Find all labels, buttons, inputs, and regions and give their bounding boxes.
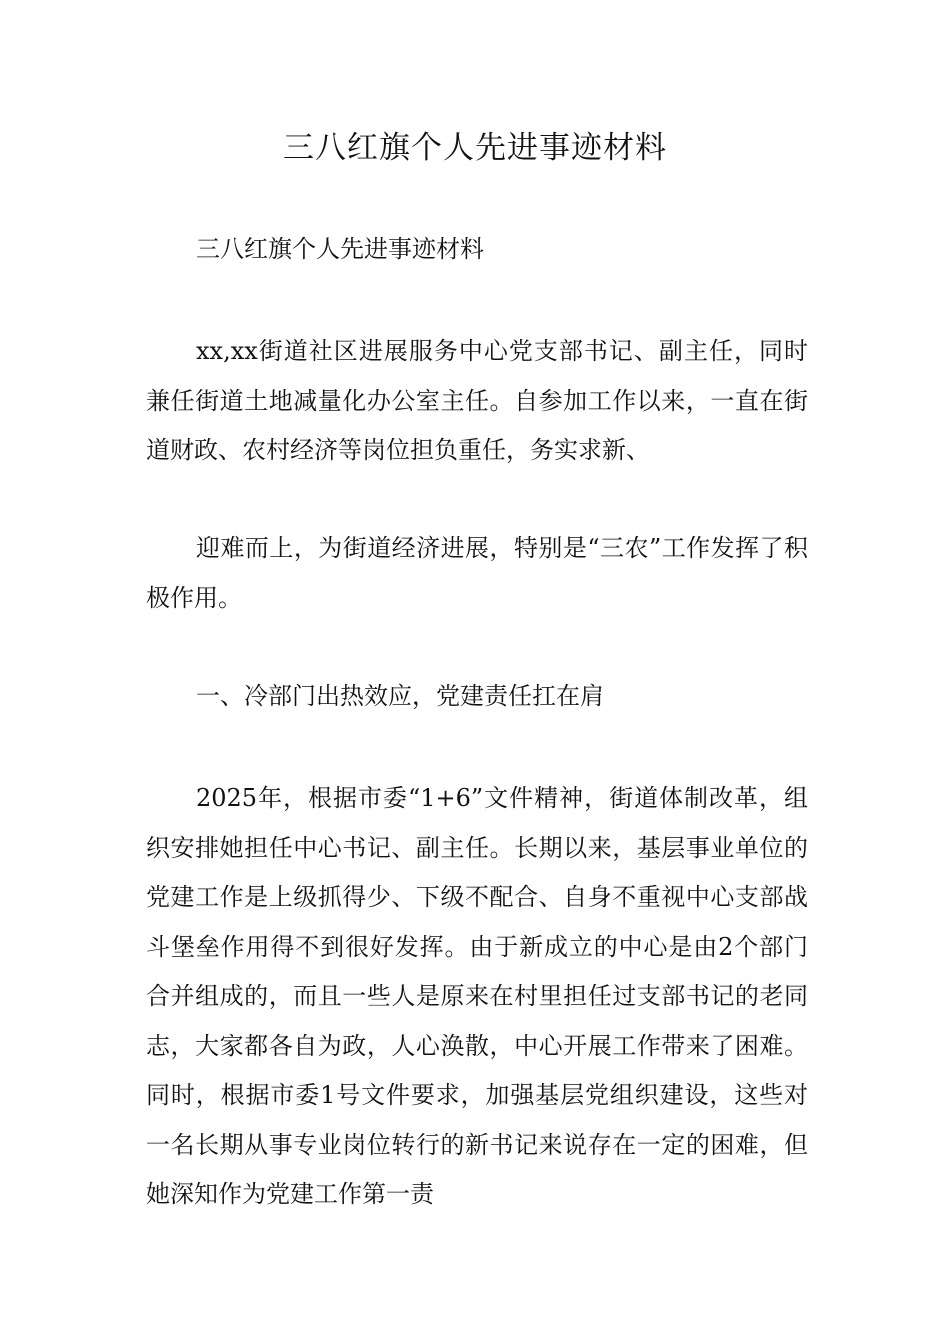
intro-continuation-paragraph: 迎难而上，为街道经济进展，特别是“三农”工作发挥了积极作用。 — [146, 534, 808, 612]
subtitle-paragraph: 三八红旗个人先进事迹材料 — [196, 235, 484, 263]
section-heading: 一、冷部门出热效应，党建责任扛在肩 — [196, 682, 604, 710]
intro-paragraph: xx,xx街道社区进展服务中心党支部书记、副主任，同时兼任街道土地减量化办公室主任。自参加工作以来，一直在街道财政、农村经济等岗位担负重任，务实求新、 — [146, 337, 808, 464]
body-paragraph: 2025年，根据市委“1+6”文件精神，街道体制改革，组织安排她担任中心书记、副主任。长期以来，基层事业单位的党建工作是上级抓得少、下级不配合、自身不重视中心支部战斗堡垒作用得不到很好发挥。由于新成立的中心是由2个部门合并组成的，而且一些人是原来在村里担任过支部书记的老同志，大家都各自为政，人心涣散，中心开展工作带来了困难。同时，根据市委1号文件要求，加强基层党组织建设，这些对一名长期从事专业岗位转行的新书记来说存在一定的困难，但她深知作为党建工作第一责 — [146, 784, 808, 1208]
document-title: 三八红旗个人先进事迹材料 — [283, 130, 667, 166]
